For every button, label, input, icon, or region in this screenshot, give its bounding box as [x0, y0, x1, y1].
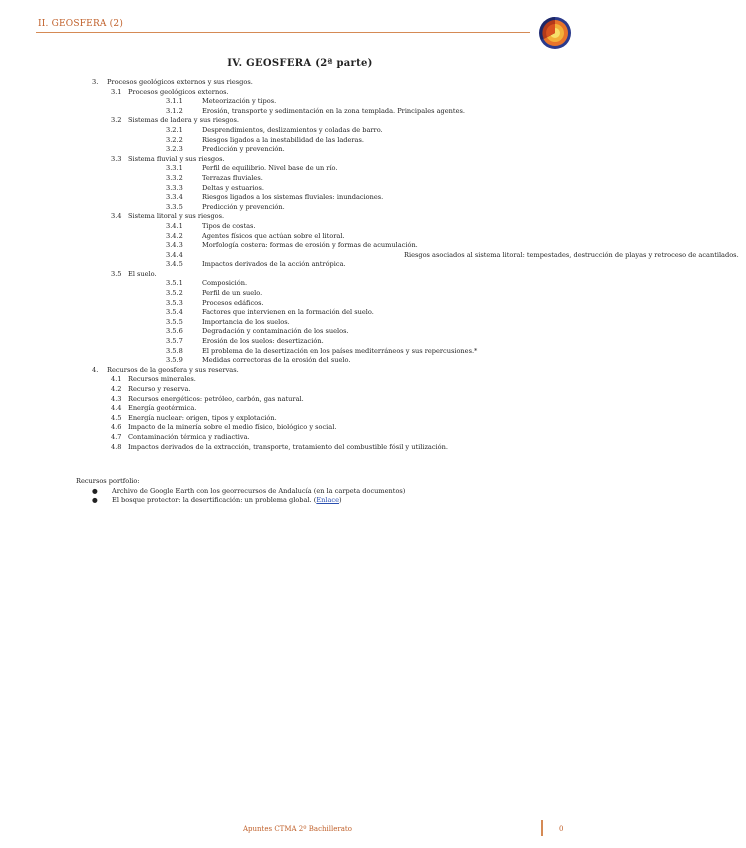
- outline-item: [0, 193, 600, 203]
- header-chapter-title: II. GEOSFERA (2): [38, 19, 124, 29]
- resources-heading: Recursos portfolio:: [76, 477, 140, 485]
- outline-item: [0, 385, 600, 395]
- outline-text: Deltas y estuarios.: [202, 183, 265, 192]
- outline-number: 3.5.1: [166, 279, 183, 288]
- outline-item: [0, 404, 600, 414]
- outline-item: [0, 88, 600, 98]
- outline-item: [0, 375, 600, 385]
- resource-item: [76, 496, 405, 506]
- outline-item: [0, 145, 600, 155]
- outline-text: Impactos derivados de la acción antrópica.: [202, 260, 346, 269]
- outline-text: Composición.: [202, 279, 248, 288]
- outline-item: [0, 356, 600, 366]
- outline-text: Degradación y contaminación de los suelos.: [202, 327, 349, 336]
- outline-item: [0, 366, 600, 376]
- resource-text: Archivo de Google Earth con los georrecursos de Andalucía (en la carpeta documentos): [112, 486, 406, 495]
- outline-item: [0, 107, 600, 117]
- page-number: 0: [559, 825, 564, 833]
- outline-item: [0, 414, 600, 424]
- outline-text: Procesos geológicos externos y sus riesgos.: [107, 78, 253, 86]
- outline-number: 4.: [92, 365, 99, 374]
- outline-number: 3.2.1: [166, 125, 183, 134]
- earth-cross-section-icon: [538, 16, 572, 50]
- outline-number: 4.2: [111, 385, 122, 393]
- outline-text: Riesgos ligados a los sistemas fluviales: inundaciones.: [202, 193, 384, 202]
- outline-number: 3.5.9: [166, 356, 183, 365]
- outline-item: [0, 164, 600, 174]
- outline-item: [0, 232, 600, 242]
- outline-text: Medidas correctoras de la erosión del suelo.: [202, 356, 351, 365]
- outline-number: 3.3.5: [166, 202, 183, 211]
- bullet-icon: ●: [92, 496, 98, 505]
- outline-number: 3.5.6: [166, 327, 183, 336]
- page-title: IV. GEOSFERA (2ª parte): [227, 58, 373, 69]
- header-rule: [36, 32, 530, 33]
- outline-text: Tipos de costas.: [202, 221, 256, 230]
- outline-item: [0, 443, 600, 453]
- outline-number: 3.5.4: [166, 308, 183, 317]
- outline-number: 3.3.2: [166, 173, 183, 182]
- outline-text: Sistemas de ladera y sus riesgos.: [128, 116, 239, 125]
- outline-text: Impacto de la minería sobre el medio físico, biológico y social.: [128, 423, 337, 432]
- outline-item: [0, 174, 600, 184]
- outline: [0, 78, 739, 452]
- outline-text: Procesos geológicos externos.: [128, 87, 229, 96]
- outline-number: 3.4.5: [166, 260, 183, 269]
- outline-text: Morfología costera: formas de erosión y formas de acumulación.: [202, 241, 418, 250]
- resource-item: [76, 487, 405, 497]
- outline-item: [0, 136, 600, 146]
- outline-text: Erosión de los suelos: desertización.: [202, 337, 324, 346]
- outline-number: 4.5: [111, 413, 122, 422]
- outline-text: Factores que intervienen en la formación del suelo.: [202, 308, 374, 317]
- outline-number: 3.4.1: [166, 221, 183, 230]
- outline-text: El suelo.: [128, 269, 157, 278]
- outline-item: [0, 337, 600, 347]
- outline-item: [0, 222, 600, 232]
- outline-number: 3.5: [111, 269, 122, 278]
- outline-number: 3.2.2: [166, 135, 183, 144]
- outline-number: 3.2: [111, 116, 122, 125]
- outline-text: Terrazas fluviales.: [202, 173, 263, 182]
- outline-number: 3.: [92, 78, 99, 86]
- outline-number: 3.3.3: [166, 183, 183, 192]
- outline-text: Impactos derivados de la extracción, transporte, tratamiento del combustible fósil y utilización.: [128, 442, 448, 451]
- outline-text: Energía nuclear: origen, tipos y explotación.: [128, 413, 277, 422]
- outline-item: [0, 279, 600, 289]
- outline-item: [0, 155, 600, 165]
- outline-number: 3.4.2: [166, 231, 183, 240]
- outline-number: 4.4: [111, 404, 122, 413]
- outline-text: Predicción y prevención.: [202, 145, 285, 154]
- resource-text: El bosque protector: la desertificación: un problema global. (: [112, 496, 317, 505]
- outline-text: Erosión, transporte y sedimentación en la zona templada. Principales agentes.: [202, 106, 465, 115]
- outline-text: Sistema fluvial y sus riesgos.: [128, 154, 225, 163]
- outline-text: Perfil de un suelo.: [202, 289, 263, 298]
- outline-item: [0, 308, 600, 318]
- outline-item: [0, 423, 600, 433]
- outline-number: 3.3.1: [166, 164, 183, 173]
- outline-item: [0, 299, 600, 309]
- outline-number: 3.4.3: [166, 241, 183, 250]
- outline-number: 4.8: [111, 442, 122, 451]
- outline-item: [0, 78, 600, 88]
- outline-text: Recursos minerales.: [128, 375, 196, 384]
- outline-number: 3.5.3: [166, 298, 183, 307]
- footer-text: Apuntes CTMA 2º Bachillerato: [243, 825, 352, 833]
- outline-item: [0, 433, 600, 443]
- outline-item: [0, 212, 600, 222]
- outline-item: [0, 250, 739, 261]
- outline-text: Sistema litoral y sus riesgos.: [128, 212, 225, 221]
- outline-number: 4.7: [111, 432, 122, 441]
- outline-text: Agentes físicos que actúan sobre el litoral.: [202, 231, 345, 240]
- outline-number: 3.3: [111, 154, 122, 163]
- resource-link[interactable]: Enlace: [316, 496, 340, 505]
- outline-item: [0, 347, 600, 357]
- outline-text: Energía geotérmica.: [128, 404, 197, 413]
- outline-item: [0, 318, 600, 328]
- outline-number: 4.6: [111, 423, 122, 432]
- outline-number: 3.4.4: [166, 250, 183, 259]
- outline-text: Recursos de la geosfera y sus reservas.: [107, 365, 239, 374]
- footer-divider: [541, 820, 543, 836]
- resource-text-close: ): [339, 496, 342, 505]
- outline-item: [0, 184, 600, 194]
- outline-text: Recurso y reserva.: [128, 385, 191, 393]
- outline-text: Riesgos ligados a la inestabilidad de las laderas.: [202, 135, 364, 144]
- outline-text: Meteorización y tipos.: [202, 97, 277, 106]
- outline-item: [0, 116, 600, 126]
- outline-text: Recursos energéticos: petróleo, carbón, gas natural.: [128, 394, 304, 403]
- outline-text: Riesgos asociados al sistema litoral: tempestades, destrucción de playas y retroceso de acantilados.: [404, 250, 739, 259]
- outline-number: 4.3: [111, 394, 122, 403]
- outline-number: 3.5.2: [166, 289, 183, 298]
- outline-number: 3.3.4: [166, 193, 183, 202]
- resources-section: [76, 477, 405, 506]
- outline-number: 3.5.8: [166, 346, 183, 355]
- outline-item: [0, 126, 600, 136]
- bullet-icon: ●: [92, 486, 98, 495]
- outline-text: Contaminación térmica y radiactiva.: [128, 432, 250, 441]
- outline-item: [0, 395, 600, 405]
- outline-text: Perfil de equilibrio. Nivel base de un río.: [202, 164, 338, 173]
- outline-number: 3.1: [111, 87, 122, 96]
- outline-number: 3.5.5: [166, 317, 183, 326]
- outline-number: 3.5.7: [166, 337, 183, 346]
- outline-text: El problema de la desertización en los países mediterráneos y sus repercusiones.*: [202, 346, 478, 355]
- outline-item: [0, 327, 600, 337]
- outline-number: 3.2.3: [166, 145, 183, 154]
- outline-text: Importancia de los suelos.: [202, 317, 290, 326]
- outline-text: Procesos edáficos.: [202, 298, 264, 307]
- outline-item: [0, 203, 600, 213]
- outline-item: [0, 289, 600, 299]
- outline-number: 3.1.1: [166, 97, 183, 106]
- outline-number: 3.1.2: [166, 106, 183, 115]
- outline-text: Predicción y prevención.: [202, 202, 285, 211]
- outline-text: Desprendimientos, deslizamientos y coladas de barro.: [202, 125, 383, 134]
- outline-item: [0, 260, 600, 270]
- outline-item: [0, 270, 600, 280]
- outline-item: [0, 241, 600, 251]
- outline-number: 3.4: [111, 212, 122, 221]
- outline-item: [0, 97, 600, 107]
- outline-number: 4.1: [111, 375, 122, 384]
